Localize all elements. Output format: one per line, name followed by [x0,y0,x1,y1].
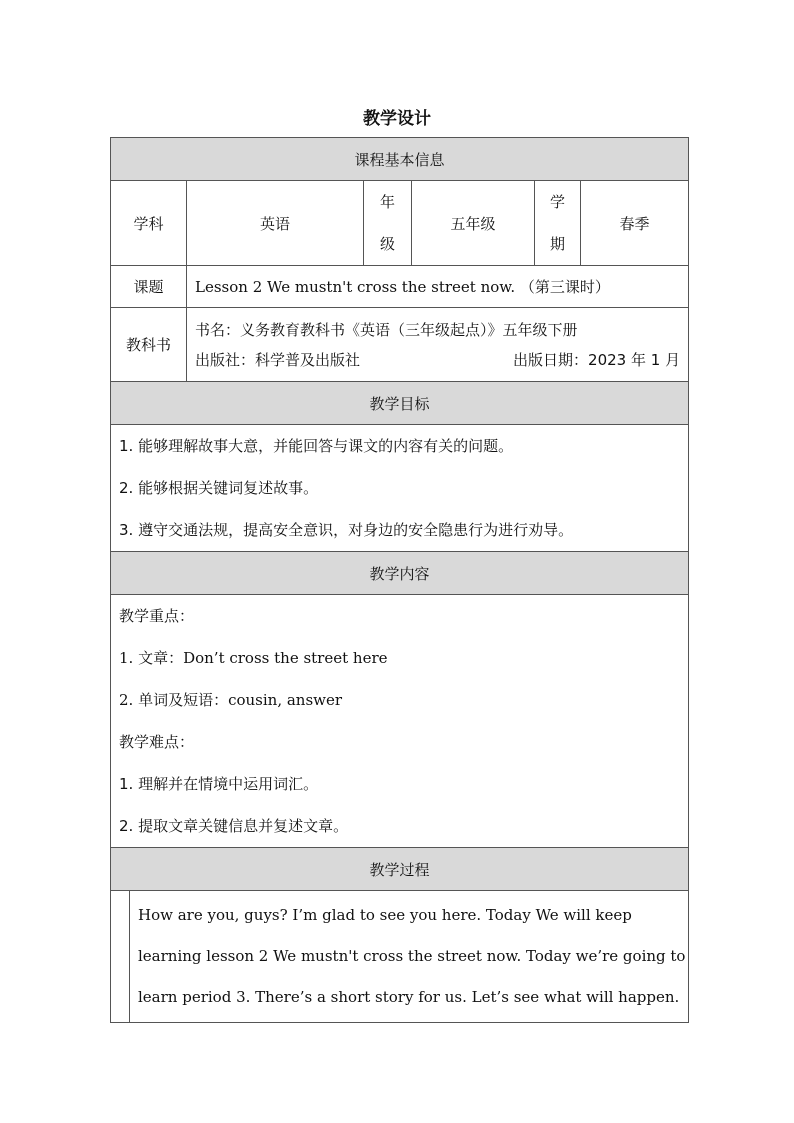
term-label [535,181,581,266]
basic-info-header-row [111,138,689,181]
subject-value: 英语 [187,181,364,266]
process-body [111,891,688,1022]
term-value: 春季 [581,181,689,266]
key-points-label: 教学重点： [119,607,195,625]
key-point-item: 1. 文章：Don’t cross the street here [119,649,388,667]
process-header-row [111,848,689,891]
document-title: 教学设计 [363,109,431,129]
textbook-publisher: 出版社：科学普及出版社 [195,350,361,369]
content-header-row [111,552,689,595]
topic-row [111,266,689,308]
grade-label [364,181,412,266]
objectives-list [111,425,689,552]
content-row [111,595,689,848]
objectives-header: 教学目标 [111,382,689,425]
grade-value: 五年级 [412,181,535,266]
objectives-header-row [111,382,689,425]
textbook-row [111,308,689,382]
difficult-point-item: 1. 理解并在情境中运用词汇。 [119,775,319,793]
objective-item: 1. 能够理解故事大意，并能回答与课文的内容有关的问题。 [119,437,514,455]
subject-label: 学科 [111,181,187,266]
content-list [111,595,689,848]
textbook-publish-line [195,345,680,375]
textbook-label: 教科书 [111,308,187,382]
objectives-row [111,425,689,552]
key-point-item: 2. 单词及短语：cousin, answer [119,691,343,709]
process-line: learning lesson 2 We mustn't cross the street now. Today we’re going to [138,947,686,965]
process-line: How are you, guys? I’m glad to see you here. Today We will keep [138,906,632,924]
difficult-point-item: 2. 提取文章关键信息并复述文章。 [119,817,349,835]
lesson-plan-table [110,137,689,1023]
subject-row [111,181,689,266]
textbook-date: 出版日期：2023 年 1 月 [513,350,681,369]
process-margin-column [111,891,130,1022]
term-label-line1: 学 [549,193,565,211]
process-row [111,891,689,1023]
objective-item: 2. 能够根据关键词复述故事。 [119,479,319,497]
process-text [130,891,688,1022]
process-line: learn period 3. There’s a short story for us. Let’s see what will happen. [138,988,680,1006]
topic-value: Lesson 2 We mustn't cross the street now. （第三课时） [187,266,689,308]
grade-label-line1: 年 [379,193,395,211]
basic-info-header: 课程基本信息 [111,138,689,181]
textbook-info [187,308,689,382]
grade-label-line2: 级 [379,235,395,253]
term-label-line2: 期 [549,235,565,253]
topic-label: 课题 [111,266,187,308]
textbook-name: 书名：义务教育教科书《英语（三年级起点）》五年级下册 [195,320,578,339]
process-header: 教学过程 [111,848,689,891]
process-cell [111,891,689,1023]
objective-item: 3. 遵守交通法规，提高安全意识，对身边的安全隐患行为进行劝导。 [119,521,574,539]
difficult-points-label: 教学难点： [119,733,195,751]
content-header: 教学内容 [111,552,689,595]
